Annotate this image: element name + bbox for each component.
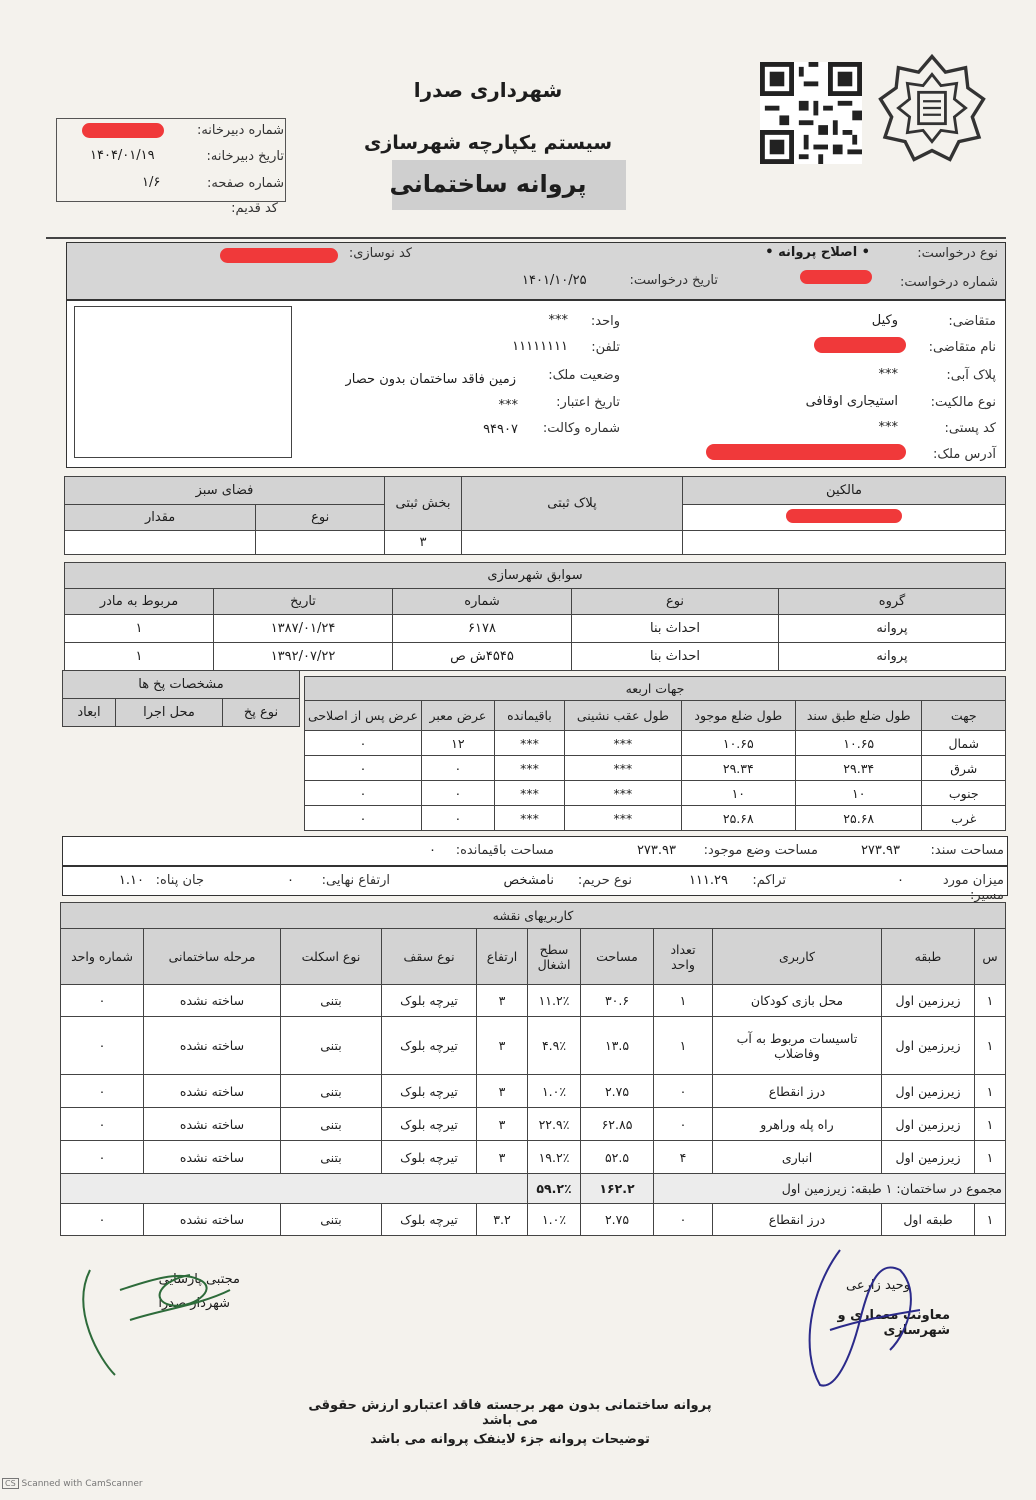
usage-cell: زیرزمین اول xyxy=(882,985,975,1017)
history-title: سوابق شهرسازی xyxy=(65,563,1006,589)
power-value: ۹۴۹۰۷ xyxy=(483,422,518,437)
owner-name-cell xyxy=(683,505,1006,531)
usage-col-row: س xyxy=(975,929,1006,985)
address-label: آدرس ملک: xyxy=(933,447,996,462)
table-row xyxy=(61,1075,1006,1108)
remaining-area-label: مساحت باقیمانده: xyxy=(455,843,554,858)
history-col-number: شماره xyxy=(393,589,572,615)
usage-cell: ۱ xyxy=(975,1017,1006,1075)
dir-cell: شمال xyxy=(922,731,1006,756)
usage-cell: ۱.۰٪ xyxy=(528,1075,581,1108)
history-col-date: تاریخ xyxy=(214,589,393,615)
dir-cell: *** xyxy=(494,731,564,756)
plaque-value-cell xyxy=(462,531,683,555)
usage-col-unit-no: شماره واحد xyxy=(61,929,144,985)
usage-col-height: ارتفاع xyxy=(477,929,528,985)
history-cell: ۱۳۸۷/۰۱/۲۴ xyxy=(214,615,393,643)
usage-cell: زیرزمین اول xyxy=(882,1075,975,1108)
dir-cell: ۱۰.۶۵ xyxy=(795,731,922,756)
usages-title: کاربریهای نقشه xyxy=(61,903,1006,929)
usage-cell: ۰ xyxy=(61,1075,144,1108)
unit-value: *** xyxy=(548,313,568,328)
validity-label: تاریخ اعتبار: xyxy=(556,395,620,410)
header-divider xyxy=(46,237,1006,239)
applicant-label: متقاضی: xyxy=(948,314,996,329)
green-amount-header: مقدار xyxy=(65,505,256,531)
system-title: سیستم یکپارچه شهرسازی xyxy=(363,132,613,154)
history-cell: احداث بنا xyxy=(572,615,779,643)
buffer-label: نوع حریم: xyxy=(577,873,632,888)
usage-cell: زیرزمین اول xyxy=(882,1017,975,1075)
ownership-value: استیجاری اوقافی xyxy=(805,394,898,409)
dir-cell: غرب xyxy=(922,806,1006,831)
renovation-code-label: کد نوسازی: xyxy=(348,246,412,261)
usage-cell: زیرزمین اول xyxy=(882,1108,975,1141)
usage-cell: ساخته نشده xyxy=(144,985,281,1017)
history-col-group: گروه xyxy=(779,589,1006,615)
usage-cell: تیرچه بلوک xyxy=(382,1108,477,1141)
dir-cell: *** xyxy=(494,806,564,831)
usage-cell: ۱ xyxy=(654,985,713,1017)
total-area: ۱۶۲.۲ xyxy=(581,1174,654,1204)
existing-area-label: مساحت وضع موجود: xyxy=(703,843,818,858)
usage-cell: بتنی xyxy=(281,1141,382,1174)
usage-cell: ۲.۷۵ xyxy=(581,1075,654,1108)
usage-cell: بتنی xyxy=(281,1204,382,1236)
usage-cell: ۳ xyxy=(477,1075,528,1108)
unit-label: واحد: xyxy=(590,314,620,329)
total-empty xyxy=(61,1174,528,1204)
applicant-value: وکیل xyxy=(871,313,898,328)
dir-cell: ۰ xyxy=(422,806,495,831)
usage-cell: ۴ xyxy=(654,1141,713,1174)
green-amount-cell xyxy=(65,531,256,555)
usage-col-occupancy: سطح اشغال xyxy=(528,929,581,985)
usage-col-floor: طبقه xyxy=(882,929,975,985)
plaque-label: پلاک آبی: xyxy=(946,368,996,383)
usage-cell: ۰ xyxy=(61,985,144,1017)
remaining-area-value: ۰ xyxy=(429,843,436,858)
table-row xyxy=(65,615,1006,643)
scanner-watermark xyxy=(2,1478,143,1489)
green-type-cell xyxy=(256,531,385,555)
usage-cell: ساخته نشده xyxy=(144,1108,281,1141)
dir-cell: ۲۹.۳۴ xyxy=(681,756,795,781)
usage-col-roof: نوع سقف xyxy=(382,929,477,985)
request-number-label: شماره درخواست: xyxy=(899,275,998,290)
section-header: بخش ثبتی xyxy=(385,477,462,531)
plaque-header: پلاک ثبتی xyxy=(462,477,683,531)
chamfer-col-dims: ابعاد xyxy=(63,699,116,727)
usage-cell: ۱ xyxy=(654,1017,713,1075)
usage-cell: ۱۱.۲٪ xyxy=(528,985,581,1017)
dir-cell: *** xyxy=(565,806,681,831)
owners-table xyxy=(64,476,1006,555)
history-col-parent: مربوط به مادر xyxy=(65,589,214,615)
dir-cell: شرق xyxy=(922,756,1006,781)
footer-note-2: توضیحات پروانه جزء لاینفک پروانه می باشد xyxy=(370,1432,650,1447)
dir-col-setback: طول عقب نشینی xyxy=(565,701,681,731)
dir-col-direction: جهت xyxy=(922,701,1006,731)
total-label: مجموع در ساختمان: ۱ طبقه: زیرزمین اول xyxy=(654,1174,1006,1204)
redacted-address xyxy=(706,444,906,460)
usage-cell: ۳ xyxy=(477,1141,528,1174)
usage-cell: ۴.۹٪ xyxy=(528,1017,581,1075)
power-label: شماره وکالت: xyxy=(542,421,620,436)
usage-cell: ساخته نشده xyxy=(144,1204,281,1236)
density-label: تراکم: xyxy=(752,873,786,888)
document-title: پروانه ساختمانی xyxy=(389,170,587,198)
dir-cell: ۰ xyxy=(305,731,422,756)
usage-cell: تیرچه بلوک xyxy=(382,985,477,1017)
request-type-value: • اصلاح پروانه • xyxy=(765,245,870,260)
final-height-value: ۰ xyxy=(287,873,294,888)
table-row xyxy=(305,756,1006,781)
request-date-label: تاریخ درخواست: xyxy=(629,273,718,288)
dir-cell: ۱۲ xyxy=(422,731,495,756)
history-table xyxy=(64,562,1006,671)
redacted-renovation-code xyxy=(220,248,338,263)
usage-cell: ۰ xyxy=(654,1108,713,1141)
usage-cell: ۵۲.۵ xyxy=(581,1141,654,1174)
dir-cell: *** xyxy=(565,756,681,781)
dir-cell: *** xyxy=(565,781,681,806)
usages-table xyxy=(60,902,1006,1236)
usage-cell: ساخته نشده xyxy=(144,1017,281,1075)
existing-area-value: ۲۷۳.۹۳ xyxy=(636,843,676,858)
section-value-cell: ۳ xyxy=(385,531,462,555)
history-cell: ۱ xyxy=(65,615,214,643)
usage-cell: ۳۰.۶ xyxy=(581,985,654,1017)
footer-note-1: پروانه ساختمانی بدون مهر برجسته فاقد اعتبارو ارزش حقوقی می باشد xyxy=(308,1398,712,1428)
usage-cell: تیرچه بلوک xyxy=(382,1075,477,1108)
deputy-name: وحید زارعی xyxy=(846,1278,910,1293)
usage-cell: ۱۳.۵ xyxy=(581,1017,654,1075)
usage-col-area: مساحت xyxy=(581,929,654,985)
usage-cell: ۱ xyxy=(975,985,1006,1017)
postal-label: کد پستی: xyxy=(944,421,996,436)
usage-cell: تیرچه بلوک xyxy=(382,1204,477,1236)
owner-extra-cell xyxy=(683,531,1006,555)
usage-cell: تاسیسات مربوط به آب وفاضلاب xyxy=(713,1017,882,1075)
usage-cell: ۳ xyxy=(477,1108,528,1141)
deed-area-value: ۲۷۳.۹۳ xyxy=(860,843,900,858)
phone-label: تلفن: xyxy=(591,340,620,355)
request-date-value: ۱۴۰۱/۱۰/۲۵ xyxy=(522,273,587,288)
table-row xyxy=(65,643,1006,671)
usage-cell: ۱ xyxy=(975,1075,1006,1108)
page-number-label: شماره صفحه: xyxy=(207,176,284,191)
history-cell: ۴۵۴۵ش ص xyxy=(393,643,572,671)
chamfer-col-type: نوع پخ xyxy=(223,699,300,727)
usage-cell: تیرچه بلوک xyxy=(382,1141,477,1174)
owners-header: مالکین xyxy=(683,477,1006,505)
usage-cell: ۱ xyxy=(975,1108,1006,1141)
dir-cell: ۲۹.۳۴ xyxy=(795,756,922,781)
green-space-header: فضای سبز xyxy=(65,477,385,505)
dir-col-remaining: باقیمانده xyxy=(494,701,564,731)
municipality-emblem xyxy=(876,52,988,164)
usage-cell: ۲.۷۵ xyxy=(581,1204,654,1236)
table-row xyxy=(305,806,1006,831)
deputy-title: معاونت معماری و شهرسازی xyxy=(837,1308,950,1338)
redacted-number xyxy=(82,123,164,138)
dir-cell: ۱۰.۶۵ xyxy=(681,731,795,756)
usage-cell: بتنی xyxy=(281,1075,382,1108)
history-cell: ۶۱۷۸ xyxy=(393,615,572,643)
usage-cell: درز انقطاع xyxy=(713,1075,882,1108)
usage-cell: درز انقطاع xyxy=(713,1204,882,1236)
usage-cell: ۰ xyxy=(61,1141,144,1174)
table-row xyxy=(61,985,1006,1017)
status-value: زمین فاقد ساختمان بدون حصار xyxy=(345,372,516,387)
municipality-title: شهرداری صدرا xyxy=(413,78,563,102)
table-row xyxy=(61,1108,1006,1141)
usage-cell: ۲۲.۹٪ xyxy=(528,1108,581,1141)
dir-cell: *** xyxy=(494,756,564,781)
directions-table xyxy=(304,676,1006,831)
usage-cell: ۰ xyxy=(654,1204,713,1236)
usage-col-skeleton: نوع اسکلت xyxy=(281,929,382,985)
usage-cell: بتنی xyxy=(281,1108,382,1141)
usage-cell: ۰ xyxy=(61,1108,144,1141)
postal-value: *** xyxy=(878,420,898,435)
path-value: ۰ xyxy=(897,873,904,888)
dir-cell: ۱۰ xyxy=(795,781,922,806)
usage-col-stage: مرحله ساختمانی xyxy=(144,929,281,985)
phone-value: ۱۱۱۱۱۱۱۱ xyxy=(512,339,568,354)
usage-cell: ۱ xyxy=(975,1141,1006,1174)
usage-cell: بتنی xyxy=(281,1017,382,1075)
dir-cell: ۰ xyxy=(422,781,495,806)
scanner-icon: CS xyxy=(2,1478,19,1489)
history-cell: ۱۳۹۲/۰۷/۲۲ xyxy=(214,643,393,671)
usage-cell: ۳ xyxy=(477,1017,528,1075)
final-height-label: ارتفاع نهایی: xyxy=(321,873,390,888)
usage-cell: راه پله وراهرو xyxy=(713,1108,882,1141)
scanner-text: Scanned with CamScanner xyxy=(21,1479,143,1489)
density-value: ۱۱۱.۲۹ xyxy=(688,873,728,888)
usage-cell: ۰ xyxy=(654,1075,713,1108)
table-row xyxy=(61,1141,1006,1174)
chamfer-col-place: محل اجرا xyxy=(116,699,223,727)
usage-cell: زیرزمین اول xyxy=(882,1141,975,1174)
usage-cell: ۱ xyxy=(975,1204,1006,1236)
secretariat-date-label: تاریخ دبیرخانه: xyxy=(206,149,284,164)
path-label: میزان مورد مسیر: xyxy=(942,873,1004,903)
table-row xyxy=(61,1204,1006,1236)
usage-cell: ۱۹.۲٪ xyxy=(528,1141,581,1174)
qr-code xyxy=(760,62,862,164)
usage-cell: ۰ xyxy=(61,1204,144,1236)
redacted-owner xyxy=(786,509,902,523)
usage-cell: انباری xyxy=(713,1141,882,1174)
usage-cell: ۳.۲ xyxy=(477,1204,528,1236)
history-col-type: نوع xyxy=(572,589,779,615)
history-cell: پروانه xyxy=(779,615,1006,643)
usage-cell: ساخته نشده xyxy=(144,1075,281,1108)
usage-cell: طبقه اول xyxy=(882,1204,975,1236)
usage-cell: ۶۲.۸۵ xyxy=(581,1108,654,1141)
deputy-signature xyxy=(790,1240,930,1400)
photo-box xyxy=(74,306,292,458)
usage-cell: محل بازی کودکان xyxy=(713,985,882,1017)
chamfer-title: مشخصات پخ ها xyxy=(63,671,300,699)
old-code-label: کد قدیم: xyxy=(231,201,278,216)
usage-cell: ساخته نشده xyxy=(144,1141,281,1174)
total-occupancy: ۵۹.۲٪ xyxy=(528,1174,581,1204)
dir-cell: ۰ xyxy=(305,756,422,781)
mayor-name: مجتبی پارسایی xyxy=(158,1272,240,1287)
redacted-request-number xyxy=(800,270,872,284)
dir-col-street: عرض معبر xyxy=(422,701,495,731)
dir-cell: جنوب xyxy=(922,781,1006,806)
plaque-value: *** xyxy=(878,367,898,382)
history-cell: احداث بنا xyxy=(572,643,779,671)
usage-cell: تیرچه بلوک xyxy=(382,1017,477,1075)
request-type-text: اصلاح پروانه xyxy=(778,245,858,260)
usage-col-usage: کاربری xyxy=(713,929,882,985)
dir-cell: ۱۰ xyxy=(681,781,795,806)
chamfer-table xyxy=(62,670,300,727)
dir-col-after: عرض پس از اصلاحی xyxy=(305,701,422,731)
redacted-applicant-name xyxy=(814,337,906,353)
usage-cell: ۰ xyxy=(61,1017,144,1075)
request-type-label: نوع درخواست: xyxy=(917,246,998,261)
history-cell: ۱ xyxy=(65,643,214,671)
applicant-name-label: نام متقاضی: xyxy=(928,340,996,355)
usage-cell: ۳ xyxy=(477,985,528,1017)
usage-cell: ۱.۰٪ xyxy=(528,1204,581,1236)
dir-col-deed: طول ضلع طبق سند xyxy=(795,701,922,731)
buffer-value: نامشخص xyxy=(503,873,554,888)
dir-cell: ۰ xyxy=(422,756,495,781)
dir-cell: *** xyxy=(494,781,564,806)
dir-cell: ۲۵.۶۸ xyxy=(681,806,795,831)
dir-cell: *** xyxy=(565,731,681,756)
validity-value: *** xyxy=(498,398,518,413)
status-label: وضعیت ملک: xyxy=(548,368,620,383)
secretariat-date-value: ۱۴۰۴/۰۱/۱۹ xyxy=(90,148,155,163)
dir-col-existing: طول ضلع موجود xyxy=(681,701,795,731)
secretariat-number-label: شماره دبیرخانه: xyxy=(196,123,284,138)
dir-cell: ۰ xyxy=(305,781,422,806)
green-type-header: نوع xyxy=(256,505,385,531)
parapet-label: جان پناه: xyxy=(155,873,204,888)
table-row xyxy=(305,781,1006,806)
total-row xyxy=(61,1174,1006,1204)
parapet-value: ۱.۱۰ xyxy=(118,873,144,888)
table-row xyxy=(61,1017,1006,1075)
history-cell: پروانه xyxy=(779,643,1006,671)
ownership-label: نوع مالکیت: xyxy=(930,395,996,410)
mayor-title: شهردار صدرا xyxy=(158,1296,230,1311)
deed-area-label: مساحت سند: xyxy=(930,843,1004,858)
dir-cell: ۲۵.۶۸ xyxy=(795,806,922,831)
page-number-value: ۱/۶ xyxy=(142,175,161,190)
usage-cell: بتنی xyxy=(281,985,382,1017)
table-row xyxy=(305,731,1006,756)
directions-title: جهات اربعه xyxy=(305,677,1006,701)
usage-col-units: تعداد واحد xyxy=(654,929,713,985)
dir-cell: ۰ xyxy=(305,806,422,831)
mayor-signature xyxy=(60,1250,250,1380)
